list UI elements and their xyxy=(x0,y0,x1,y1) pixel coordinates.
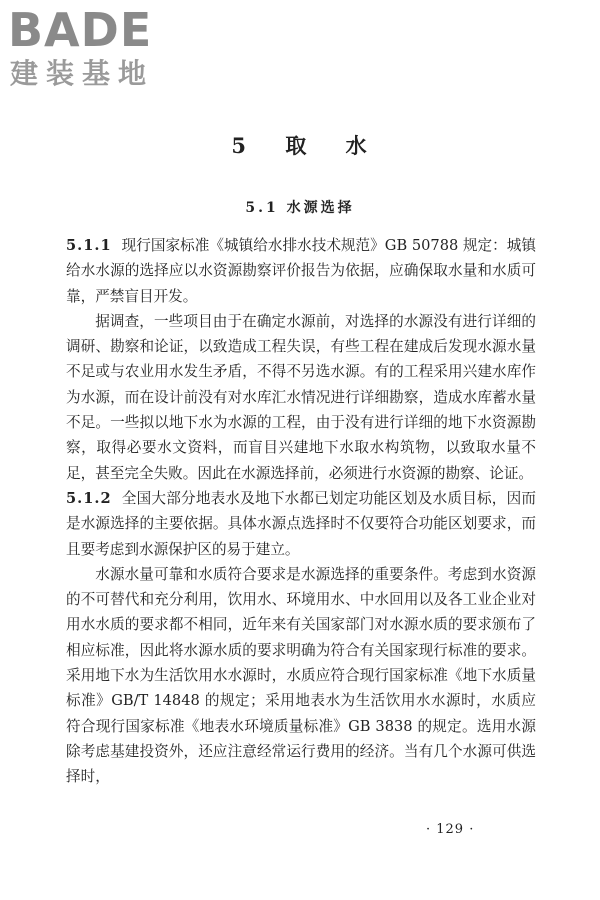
clause-text: 现行国家标准《城镇给水排水技术规范》GB 50788 规定：城镇给水水源的选择应以水资源勘察评价报告为依据，应确保取水量和水质可靠，严禁盲目开发。 xyxy=(66,237,536,305)
clause-number: 5.1.2 xyxy=(66,489,112,507)
chapter-number: 5 xyxy=(231,133,248,158)
clause-text: 全国大部分地表水及地下水都已划定功能区划及水质目标，因而是水源选择的主要依据。具体水源点选择时不仅要符合功能区划要求，而且要考虑到水源保护区的易于建立。 xyxy=(66,489,536,558)
clause-number: 5.1.1 xyxy=(66,237,112,254)
chapter-title xyxy=(0,130,600,160)
clause-paragraph xyxy=(66,486,536,562)
chapter-title-part2: 水 xyxy=(345,133,369,158)
logo-subtitle: 建装基地 xyxy=(10,57,155,90)
page-number: · 129 · xyxy=(426,822,475,837)
watermark-logo xyxy=(8,3,178,92)
body-text xyxy=(66,233,536,790)
clause-paragraph xyxy=(66,233,536,309)
paragraph-text: 据调查，一些项目由于在确定水源前，对选择的水源没有进行详细的调研、勘察和论证，以致造成工程失误，有些工程在建成后发现水源水量不足或与农业用水发生矛盾，不得不另选水源。有的工程采用兴建水库作为水源，而在设计前没有对水库汇水情况进行详细勘察，造成水库蓄水量不足。一些拟以地下水为水源的工程，由于没有进行详细的地下水资源勘察，取得必要水文资料，而盲目兴建地下水取水构筑物，以致取水量不足，甚至完全失败。因此在水源选择前，必须进行水资源的勘察、论证。 xyxy=(66,312,536,482)
logo-brand: BADE xyxy=(8,3,153,57)
body-paragraph xyxy=(66,562,536,790)
section-title: 5.1 水源选择 xyxy=(245,200,355,216)
body-paragraph xyxy=(66,309,536,486)
chapter-title-part1: 取 xyxy=(285,133,309,158)
paragraph-text: 水源水量可靠和水质符合要求是水源选择的重要条件。考虑到水资源的不可替代和充分利用，饮用水、环境用水、中水回用以及各工业企业对用水水质的要求都不相同，近年来有关国家部门对水源水质的要求颁布了相应标准，因此将水源水质的要求明确为符合有关国家现行标准的要求。采用地下水为生活饮用水水源时，水质应符合现行国家标准《地下水质量标准》GB/T 14848 的规定；采用地表水为生活饮用水水源时，水质应符合现行国家标准《地表水环境质量标准》GB 3838 的规定。选用水源除考虑基建投资外，还应注意经常运行费用的经济。当有几个水源可供选择时， xyxy=(66,565,536,786)
